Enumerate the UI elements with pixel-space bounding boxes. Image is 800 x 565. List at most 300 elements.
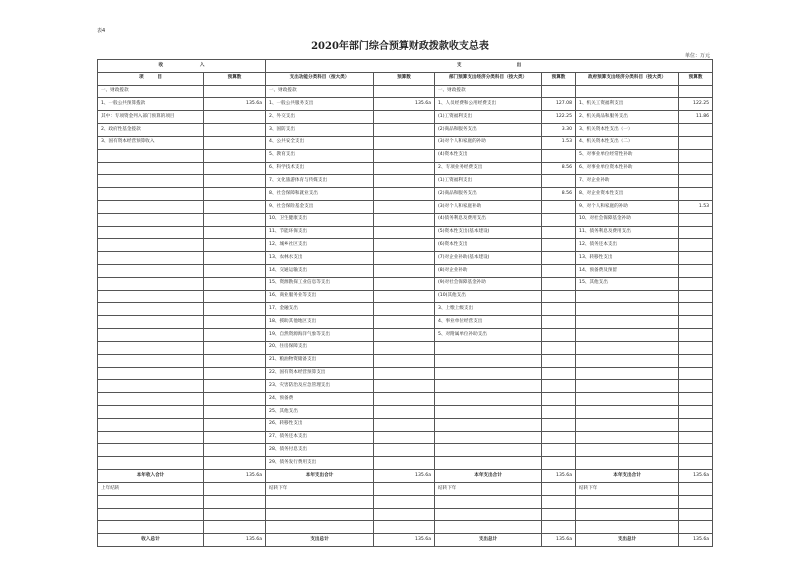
table-row [98,188,713,201]
grand-expense-total-value: 135.6a [679,534,713,547]
table-row [98,329,713,342]
income-budget-cell [204,329,266,342]
func-budget-cell [374,252,435,265]
income-budget-cell [204,418,266,431]
func-budget-cell [374,188,435,201]
gov-econ-item-cell: 6、对事业单位资本性补助 [576,162,679,175]
dept-econ-item-cell: 2、专项业务经费支出 [435,162,542,175]
dept-econ-budget-cell [542,354,576,367]
func-item-cell: 19、自然资源海洋气象等支出 [266,329,374,342]
gov-econ-budget-cell [679,354,713,367]
dept-econ-budget-cell [542,457,576,470]
income-item-cell [98,380,204,393]
table-row [98,431,713,444]
gov-econ-budget-cell [679,124,713,137]
gov-econ-budget-cell: 11.86 [679,111,713,124]
income-item-cell [98,303,204,316]
func-budget-cell [374,226,435,239]
gov-econ-budget-cell: 122.25 [679,98,713,111]
func-budget-cell [374,136,435,149]
table-row [98,316,713,329]
income-budget-cell [204,200,266,213]
table-row [98,265,713,278]
col-budget-header: 预算数 [542,72,576,85]
income-item-cell [98,149,204,162]
gov-econ-item-cell: 15、其他支出 [576,277,679,290]
dept-econ-budget-cell [542,226,576,239]
func-item-cell: 28、债务付息支出 [266,444,374,457]
income-budget-cell [204,111,266,124]
income-item-cell: 2、政府性基金拨款 [98,124,204,137]
dept-econ-budget-cell [542,329,576,342]
gov-econ-item-cell [576,85,679,98]
gov-econ-budget-cell: 1.53 [679,200,713,213]
gov-econ-item-cell [576,290,679,303]
col-budget-header: 预算数 [374,72,435,85]
gov-econ-budget-cell [679,367,713,380]
func-budget-cell [374,213,435,226]
expense-header: 支 出 [266,60,713,73]
income-item-cell [98,226,204,239]
grand-income-total-value: 135.6a [204,534,266,547]
dept-econ-item-cell [435,444,542,457]
gov-econ-budget-cell [679,431,713,444]
gov-econ-item-cell [576,405,679,418]
income-budget-cell [204,393,266,406]
gov-econ-budget-cell [679,188,713,201]
unit-label: 单位：万元 [684,53,710,59]
dept-econ-item-cell: (10)其他支出 [435,290,542,303]
dept-econ-budget-cell [542,200,576,213]
dept-econ-budget-cell [542,175,576,188]
gov-econ-budget-cell [679,303,713,316]
grand-expense-total-value: 135.6a [374,534,435,547]
gov-econ-budget-cell [679,380,713,393]
func-item-cell: 一、财政拨款 [266,85,374,98]
func-budget-cell [374,85,435,98]
dept-econ-item-cell: 4、事业单位经营支出 [435,316,542,329]
table-row [98,226,713,239]
gov-econ-budget-cell [679,444,713,457]
dept-econ-budget-cell [542,316,576,329]
func-budget-cell [374,149,435,162]
income-budget-cell [204,431,266,444]
dept-econ-item-cell: 一、财政拨款 [435,85,542,98]
table-row [98,290,713,303]
func-budget-cell [374,444,435,457]
income-item-cell [98,405,204,418]
income-item-cell [98,367,204,380]
func-item-cell: 4、公共安全支出 [266,136,374,149]
func-item-cell: 9、社会保险基金支出 [266,200,374,213]
dept-econ-item-cell [435,418,542,431]
gov-econ-budget-cell [679,418,713,431]
gov-econ-budget-cell [679,341,713,354]
col-budget-header: 预算数 [204,72,266,85]
func-item-cell: 18、援助其他地区支出 [266,316,374,329]
gov-econ-budget-cell [679,175,713,188]
dept-econ-budget-cell: 122.25 [542,111,576,124]
income-budget-cell [204,162,266,175]
income-budget-cell [204,303,266,316]
dept-econ-item-cell [435,380,542,393]
dept-econ-item-cell: (7)对企业补助(基本建设) [435,252,542,265]
gov-econ-budget-cell [679,226,713,239]
func-budget-cell [374,303,435,316]
gov-econ-item-cell [576,444,679,457]
budget-summary-table [97,59,713,547]
col-dept-econ-header: 部门预算支出经济分类科目（按大类） [435,72,542,85]
func-item-cell: 13、农林水支出 [266,252,374,265]
gov-econ-item-cell [576,393,679,406]
gov-econ-budget-cell [679,393,713,406]
grand-expense-total-label: 支出总计 [576,534,679,547]
gov-econ-item-cell [576,380,679,393]
dept-econ-item-cell: (3)对个人和家庭的补助 [435,136,542,149]
income-budget-cell [204,124,266,137]
dept-econ-budget-cell [542,367,576,380]
dept-econ-item-cell: (4)资本性支出 [435,149,542,162]
table-row [98,444,713,457]
col-item-header: 项 目 [98,72,204,85]
func-budget-cell [374,175,435,188]
table-row [98,252,713,265]
table-row [98,354,713,367]
func-item-cell: 1、一般公共服务支出 [266,98,374,111]
year-income-total-value: 135.6a [204,470,266,483]
gov-econ-budget-cell [679,149,713,162]
year-expense-total-value: 135.6a [542,470,576,483]
dept-econ-budget-cell [542,265,576,278]
func-item-cell: 16、商业服务业等支出 [266,290,374,303]
dept-econ-item-cell [435,431,542,444]
gov-econ-item-cell [576,329,679,342]
func-item-cell: 20、住房保障支出 [266,341,374,354]
gov-econ-item-cell: 4、机关资本性支出（二） [576,136,679,149]
table-row [98,380,713,393]
dept-econ-budget-cell [542,393,576,406]
income-budget-cell [204,85,266,98]
income-item-cell [98,277,204,290]
income-item-cell [98,162,204,175]
dept-econ-budget-cell [542,444,576,457]
func-item-cell: 17、金融支出 [266,303,374,316]
table-row [98,303,713,316]
gov-econ-item-cell: 14、预备费及预留 [576,265,679,278]
income-budget-cell [204,444,266,457]
income-item-cell [98,188,204,201]
func-budget-cell [374,162,435,175]
gov-econ-item-cell: 10、对社会保障基金补助 [576,213,679,226]
gov-econ-item-cell [576,354,679,367]
income-budget-cell [204,252,266,265]
dept-econ-item-cell [435,354,542,367]
dept-econ-budget-cell [542,380,576,393]
income-item-cell [98,213,204,226]
income-item-cell [98,290,204,303]
next-carryover-label: 结转下年 [435,482,542,495]
func-budget-cell [374,405,435,418]
dept-econ-budget-cell [542,341,576,354]
func-budget-cell [374,431,435,444]
income-item-cell [98,329,204,342]
func-item-cell: 23、灾害防治及应急管理支出 [266,380,374,393]
income-item-cell [98,393,204,406]
income-budget-cell [204,277,266,290]
income-budget-cell [204,175,266,188]
dept-econ-budget-cell: 3.30 [542,124,576,137]
dept-econ-item-cell: (5)资本性支出(基本建设) [435,226,542,239]
func-budget-cell [374,354,435,367]
gov-econ-budget-cell [679,316,713,329]
func-item-cell: 25、其他支出 [266,405,374,418]
table-row [98,457,713,470]
table-row [98,124,713,137]
dept-econ-budget-cell [542,277,576,290]
table-row [98,341,713,354]
dept-econ-item-cell [435,393,542,406]
func-budget-cell [374,457,435,470]
income-budget-cell [204,367,266,380]
income-item-cell [98,265,204,278]
table-row [98,175,713,188]
table-number: 表4 [97,28,106,34]
income-item-cell: 3、国有资本经营预算收入 [98,136,204,149]
income-budget-cell [204,405,266,418]
gov-econ-budget-cell [679,265,713,278]
table-row [98,111,713,124]
next-carryover-label: 结转下年 [576,482,679,495]
dept-econ-budget-cell: 8.56 [542,188,576,201]
dept-econ-item-cell: 1、人员经费和公用经费支出 [435,98,542,111]
income-item-cell [98,252,204,265]
gov-econ-item-cell: 5、对事业单位经常性补助 [576,149,679,162]
year-expense-total-label: 本年支出合计 [266,470,374,483]
func-item-cell: 5、教育支出 [266,149,374,162]
page-title: 2020年部门综合预算财政拨款收支总表 [311,41,489,52]
func-item-cell: 3、国防支出 [266,124,374,137]
income-item-cell [98,341,204,354]
income-budget-cell [204,354,266,367]
func-item-cell: 21、粮油物资储备支出 [266,354,374,367]
func-item-cell: 7、文化旅游体育与传媒支出 [266,175,374,188]
func-budget-cell [374,111,435,124]
gov-econ-item-cell [576,367,679,380]
gov-econ-budget-cell [679,277,713,290]
year-expense-total-label: 本年支出合计 [435,470,542,483]
dept-econ-item-cell: (1)工资福利支出 [435,111,542,124]
func-item-cell: 24、预备费 [266,393,374,406]
table-row [98,239,713,252]
dept-econ-budget-cell: 8.56 [542,162,576,175]
dept-econ-item-cell: (3)对个人和家庭补助 [435,200,542,213]
dept-econ-budget-cell: 1.53 [542,136,576,149]
dept-econ-item-cell: (2)商品和服务支出 [435,188,542,201]
func-item-cell: 15、资源勘探工业信息等支出 [266,277,374,290]
year-expense-total-value: 135.6a [679,470,713,483]
dept-econ-budget-cell [542,431,576,444]
year-expense-total-label: 本年支出合计 [576,470,679,483]
gov-econ-budget-cell [679,290,713,303]
gov-econ-item-cell: 12、债务还本支出 [576,239,679,252]
func-item-cell: 22、国有资本经营预算支出 [266,367,374,380]
func-budget-cell: 135.6a [374,98,435,111]
table-row [98,149,713,162]
func-item-cell: 29、债务发行费用支出 [266,457,374,470]
dept-econ-item-cell [435,457,542,470]
func-item-cell: 8、社会保障和就业支出 [266,188,374,201]
dept-econ-item-cell: (4)债务利息及费用支出 [435,213,542,226]
income-budget-cell [204,213,266,226]
func-budget-cell [374,316,435,329]
table-row [98,162,713,175]
gov-econ-item-cell: 13、转移性支出 [576,252,679,265]
table-row [98,393,713,406]
dept-econ-budget-cell [542,252,576,265]
func-budget-cell [374,200,435,213]
income-item-cell [98,457,204,470]
income-budget-cell [204,136,266,149]
dept-econ-item-cell [435,367,542,380]
func-item-cell: 26、转移性支出 [266,418,374,431]
table-row [98,277,713,290]
dept-econ-item-cell: (1)工资福利支出 [435,175,542,188]
dept-econ-budget-cell [542,303,576,316]
income-item-cell [98,316,204,329]
table-row [98,418,713,431]
income-budget-cell [204,316,266,329]
func-item-cell: 27、债务还本支出 [266,431,374,444]
income-item-cell [98,175,204,188]
dept-econ-item-cell [435,341,542,354]
income-budget-cell [204,457,266,470]
func-budget-cell [374,329,435,342]
table-row [98,405,713,418]
table-row [98,85,713,98]
col-gov-econ-header: 政府预算支出经济分类科目（按大类） [576,72,679,85]
func-budget-cell [374,418,435,431]
gov-econ-item-cell: 9、对个人和家庭的补助 [576,200,679,213]
gov-econ-item-cell [576,316,679,329]
dept-econ-budget-cell [542,149,576,162]
income-item-cell [98,431,204,444]
gov-econ-budget-cell [679,85,713,98]
gov-econ-budget-cell [679,136,713,149]
dept-econ-budget-cell [542,239,576,252]
gov-econ-budget-cell [679,405,713,418]
gov-econ-item-cell [576,457,679,470]
prior-carryover-label: 上年结转 [98,482,204,495]
income-item-cell [98,418,204,431]
dept-econ-item-cell: (2)商品和服务支出 [435,124,542,137]
func-item-cell: 10、卫生健康支出 [266,213,374,226]
gov-econ-budget-cell [679,162,713,175]
dept-econ-budget-cell [542,290,576,303]
income-budget-cell: 135.6a [204,98,266,111]
func-item-cell: 6、科学技术支出 [266,162,374,175]
next-carryover-label: 结转下年 [266,482,374,495]
year-expense-total-value: 135.6a [374,470,435,483]
dept-econ-budget-cell [542,418,576,431]
func-budget-cell [374,393,435,406]
gov-econ-budget-cell [679,252,713,265]
dept-econ-item-cell: (8)对企业补助 [435,265,542,278]
func-budget-cell [374,124,435,137]
func-budget-cell [374,341,435,354]
col-budget-header: 预算数 [679,72,713,85]
table-row [98,213,713,226]
income-item-cell [98,354,204,367]
income-item-cell: 一、财政拨款 [98,85,204,98]
dept-econ-item-cell [435,405,542,418]
gov-econ-budget-cell [679,239,713,252]
dept-econ-item-cell: (6)资本性支出 [435,239,542,252]
func-budget-cell [374,380,435,393]
func-budget-cell [374,290,435,303]
dept-econ-budget-cell [542,213,576,226]
income-budget-cell [204,188,266,201]
gov-econ-item-cell [576,431,679,444]
income-budget-cell [204,149,266,162]
func-budget-cell [374,367,435,380]
func-item-cell: 12、城乡社区支出 [266,239,374,252]
year-income-total-label: 本年收入合计 [98,470,204,483]
grand-income-total-label: 收入总计 [98,534,204,547]
gov-econ-item-cell: 3、机关资本性支出（一） [576,124,679,137]
dept-econ-item-cell: (9)对社会保障基金补助 [435,277,542,290]
dept-econ-budget-cell [542,405,576,418]
gov-econ-budget-cell [679,457,713,470]
gov-econ-item-cell [576,303,679,316]
gov-econ-item-cell: 2、机关商品和服务支出 [576,111,679,124]
income-budget-cell [204,226,266,239]
income-budget-cell [204,380,266,393]
income-budget-cell [204,239,266,252]
income-item-cell [98,444,204,457]
func-budget-cell [374,265,435,278]
gov-econ-item-cell: 11、债务利息及费用支出 [576,226,679,239]
table-row [98,367,713,380]
func-item-cell: 2、外交支出 [266,111,374,124]
func-item-cell: 14、交通运输支出 [266,265,374,278]
grand-expense-total-label: 支出总计 [266,534,374,547]
table-row [98,98,713,111]
income-budget-cell [204,290,266,303]
func-budget-cell [374,239,435,252]
dept-econ-budget-cell [542,85,576,98]
func-budget-cell [374,277,435,290]
gov-econ-item-cell: 8、对企业资本性支出 [576,188,679,201]
gov-econ-budget-cell [679,213,713,226]
income-item-cell: 其中：专项资金列入部门预算的项目 [98,111,204,124]
func-item-cell: 11、节能环保支出 [266,226,374,239]
dept-econ-item-cell: 5、对附属单位补助支出 [435,329,542,342]
table-row [98,136,713,149]
income-item-cell [98,239,204,252]
table-row [98,200,713,213]
dept-econ-item-cell: 3、上缴上级支出 [435,303,542,316]
income-item-cell [98,200,204,213]
income-header: 收 入 [98,60,266,73]
gov-econ-budget-cell [679,329,713,342]
income-budget-cell [204,265,266,278]
gov-econ-item-cell [576,341,679,354]
gov-econ-item-cell [576,418,679,431]
income-budget-cell [204,341,266,354]
gov-econ-item-cell: 1、机关工资福利支出 [576,98,679,111]
grand-expense-total-value: 135.6a [542,534,576,547]
dept-econ-budget-cell: 127.08 [542,98,576,111]
